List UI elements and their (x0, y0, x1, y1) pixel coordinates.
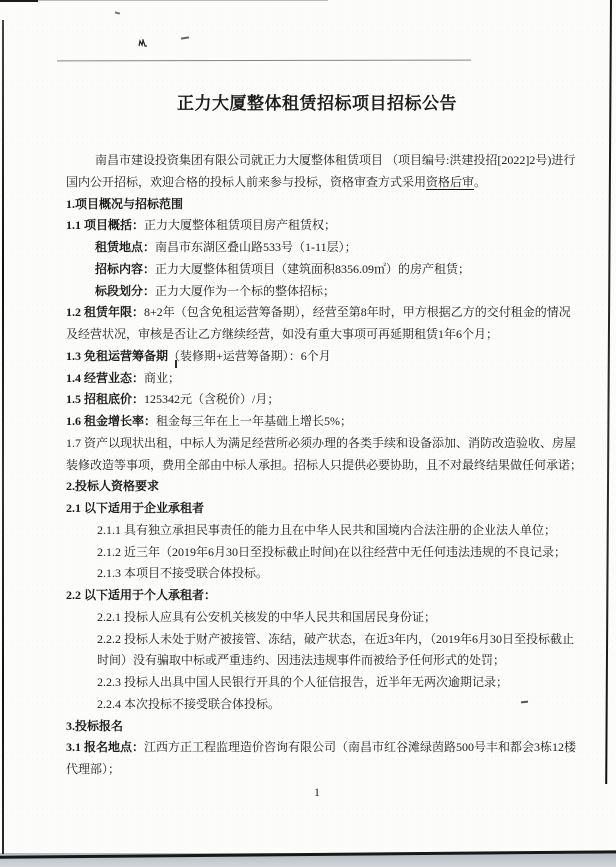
item-1-2-line-2 (66, 324, 571, 346)
item-text: 125342元（含税价）/月； (144, 392, 280, 407)
item-lease-location (66, 237, 571, 259)
item-2-1 (66, 498, 571, 520)
section-2-heading: 2.投标人资格要求 (66, 479, 160, 494)
item-2-1-2 (66, 542, 571, 564)
item-1-4 (66, 368, 571, 390)
intro-text: 国内公开招标，欢迎合格的投标人前来参与投标，资格审查方式采用 (66, 174, 427, 189)
item-lot-division (66, 281, 571, 303)
item-label: 标段划分： (95, 283, 156, 298)
item-text: 2.2.3 投标人出具中国人民银行开具的个人征信报告，近半年无两次逾期记录； (97, 675, 509, 689)
intro-text: 南昌市建设投资集团有限公司就正力大厦整体租赁项目 （项目编号:洪建投招[2022]2号)进行 (95, 153, 576, 167)
item-label: 1.2 租赁年限： (66, 305, 145, 320)
item-label: 3.1 报名地点： (66, 740, 145, 755)
item-text: （装修期+运营筹备期）：6个月 (168, 348, 331, 363)
item-text: 及经营状况，审核是否让乙方继续经营，如没有重大事项可再延期租赁1年6个月； (66, 327, 499, 341)
scan-smudge (138, 35, 148, 44)
item-label: 1.4 经营业态： (66, 370, 145, 385)
item-text: 正力大厦作为一个标的整体招标； (155, 283, 336, 298)
item-text: 正力大厦整体租赁项目房产租赁权； (144, 218, 337, 233)
item-text: 商业； (144, 370, 181, 385)
item-label: 2.1 以下适用于企业承租者 (66, 501, 205, 515)
item-text: 2.1.1 具有独立承担民事责任的能力且在中华人民共和国境内合法注册的企业法人单位； (97, 522, 557, 537)
item-label: 1.6 租金增长率： (66, 414, 157, 428)
item-text: 租金每三年在上一年基础上增长5%； (156, 414, 353, 428)
underlined-term: 资格后审 (426, 174, 475, 189)
item-text: 正力大厦整体租赁项目（建筑面积8356.09㎡）的房产租赁； (155, 261, 471, 276)
item-2-2-2-line-1 (66, 629, 575, 651)
item-2-1-3 (66, 563, 571, 585)
item-text: 2.2.2 投标人未处于财产被接管、冻结，破产状态，在近3年内，（2019年6月30日至投标截止 (97, 631, 575, 646)
item-label: 招标内容： (95, 261, 156, 276)
item-2-2-4 (66, 694, 571, 716)
item-text: 2.2.1 投标人应具有公安机关核发的中华人民共和国居民身份证； (97, 609, 437, 624)
item-text: 江西方正工程监理造价咨询有限公司（南昌市红谷滩绿茵路500号丰和都会3栋12楼 (144, 740, 577, 755)
section-1-heading: 1.项目概况与招标范围 (66, 196, 184, 211)
intro-text: 。 (474, 174, 487, 189)
item-3-1-line-2 (66, 759, 571, 781)
item-text: 代理部）； (66, 762, 121, 776)
item-2-1-1 (66, 520, 571, 542)
item-1-5 (66, 389, 571, 411)
page-edge-top (0, 0, 38, 2)
item-1-3 (66, 346, 571, 368)
item-1-7-line-1 (66, 433, 577, 455)
item-text: 2.2.4 本次投标不接受联合体投标。 (97, 696, 281, 711)
item-1-7-line-2 (66, 455, 583, 477)
intro-line-2 (66, 172, 571, 194)
item-2-2-1 (66, 607, 571, 629)
item-bid-content (66, 259, 571, 281)
page-edge-left (2, 20, 4, 854)
item-text: 2.1.2 近三年（2019年6月30日至投标截止时间)在以往经营中无任何违法违规的不良记录； (97, 544, 566, 559)
item-1-6 (66, 411, 571, 433)
item-text: 8+2年（包含免租运营筹备期），经营至第8年时，甲方根据乙方的交付租金的情况 (144, 305, 571, 320)
item-text: 南昌市东湖区叠山路533号（1-11层）； (155, 240, 357, 254)
intro-line-1 (66, 150, 576, 172)
item-3-1-line-1 (66, 737, 577, 759)
item-1-1 (66, 215, 571, 237)
item-2-2-2-line-2 (66, 650, 571, 672)
item-text: 2.1.3 本项目不接受联合体投标。 (97, 566, 269, 581)
item-2-2 (66, 585, 571, 607)
item-label: 租赁地点： (95, 240, 156, 254)
item-1-2-line-1 (66, 302, 571, 324)
document-body (66, 150, 583, 781)
document-title: 正力大厦整体租赁招标项目招标公告 (177, 94, 457, 113)
item-label: 1.1 项目概括： (66, 218, 145, 233)
item-text: 1.7 资产以现状出租，中标人为满足经营所必须办理的各类手续和设备添加、消防改造验收、房屋 (66, 435, 577, 450)
item-label: 1.5 招租底价： (66, 392, 145, 407)
section-3-heading: 3.投标报名 (66, 718, 124, 733)
item-text: 时间）没有骗取中标或严重违约、因违法违规事件而被给予任何形式的处罚； (97, 653, 506, 668)
item-label: 1.3 免租运营筹备期 (66, 348, 169, 363)
page-number: 1 (314, 787, 320, 799)
item-text: 装修改造等事项，费用全部由中标人承担。招标人只提供必要协助，且不对最终结果做任何承诺； (66, 457, 583, 472)
page-edge-top-faint (38, 0, 328, 1)
item-2-2-3 (66, 672, 571, 694)
item-label: 2.2 以下适用于个人承租者： (66, 588, 217, 602)
